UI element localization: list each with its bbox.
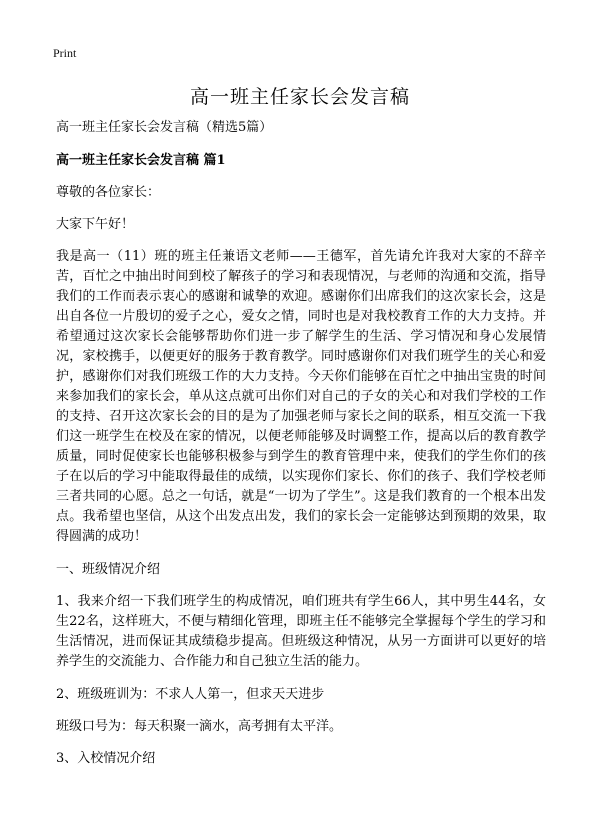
class-info-item-1: 1、我来介绍一下我们班学生的构成情况，咱们班共有学生66人，其中男生44名，女生22名，这样班大，不便与精细化管理，即班主任不能够完全掌握每个学生的学习和生活情况，进而保证其成绩稳步提高。但班级这种情况，从另一方面讲可以更好的培养学生的交流能力、合作能力和自己独立生活的能力。 [56,594,546,669]
document-title: 高一班主任家长会发言稿 [189,86,410,108]
section-heading-1: 高一班主任家长会发言稿 篇1 [56,153,226,168]
hello-line: 大家下午好！ [56,217,135,232]
greeting-line: 尊敬的各位家长： [56,185,161,200]
class-slogan: 班级口号为：每天积聚一滴水，高考拥有太平洋。 [56,719,343,734]
class-info-heading: 一、班级情况介绍 [56,562,161,577]
class-info-item-2: 2、班级班训为：不求人人第一，但求天天进步 [56,687,325,702]
document-body [56,118,546,781]
class-info-item-3: 3、入校情况介绍 [56,751,156,766]
document-subtitle: 高一班主任家长会发言稿（精选5篇） [56,120,273,135]
intro-paragraph: 我是高一（11）班的班主任兼语文老师——王德军，首先请允许我对大家的不辞辛苦，百忙之中抽出时间到校了解孩子的学习和表现情况，与老师的沟通和交流，指导我们的工作而表示衷心的感谢和诚挚的欢迎。感谢你们出席我们的这次家长会，这是出自各位一片殷切的爱子之心，爱女之情，同时也是对我校教育工作的大力支持。并希望通过这次家长会能够帮助你们进一步了解学生的生活、学习情况和身心发展情况，家校携手，以便更好的服务于教育教学。同时感谢你们对我们班学生的关心和爱护，感谢你们对我们班级工作的大力支持。今天你们能够在百忙之中抽出宝贵的时间来参加我们的家长会，单从这点就可出你们对自己的子女的关心和对我们学校的工作的支持、召开这次家长会的目的是为了加强老师与家长之间的联系，相互交流一下我们这一班学生在校及在家的情况，以便老师能够及时调整工作，提高以后的教育教学质量，同时促使家长也能够积极参与到学生的教育管理中来，使我们的学生你们的孩子在以后的学习中能取得最佳的成绩，以实现你们家长、你们的孩子、我们学校老师三者共同的心愿。总之一句话，就是“一切为了学生”。这是我们教育的一个根本出发点。我希望也坚信，从这个出发点出发，我们的家长会一定能够达到预期的效果，取得圆满的成功！ [56,249,546,544]
print-link[interactable]: Print [53,46,77,60]
